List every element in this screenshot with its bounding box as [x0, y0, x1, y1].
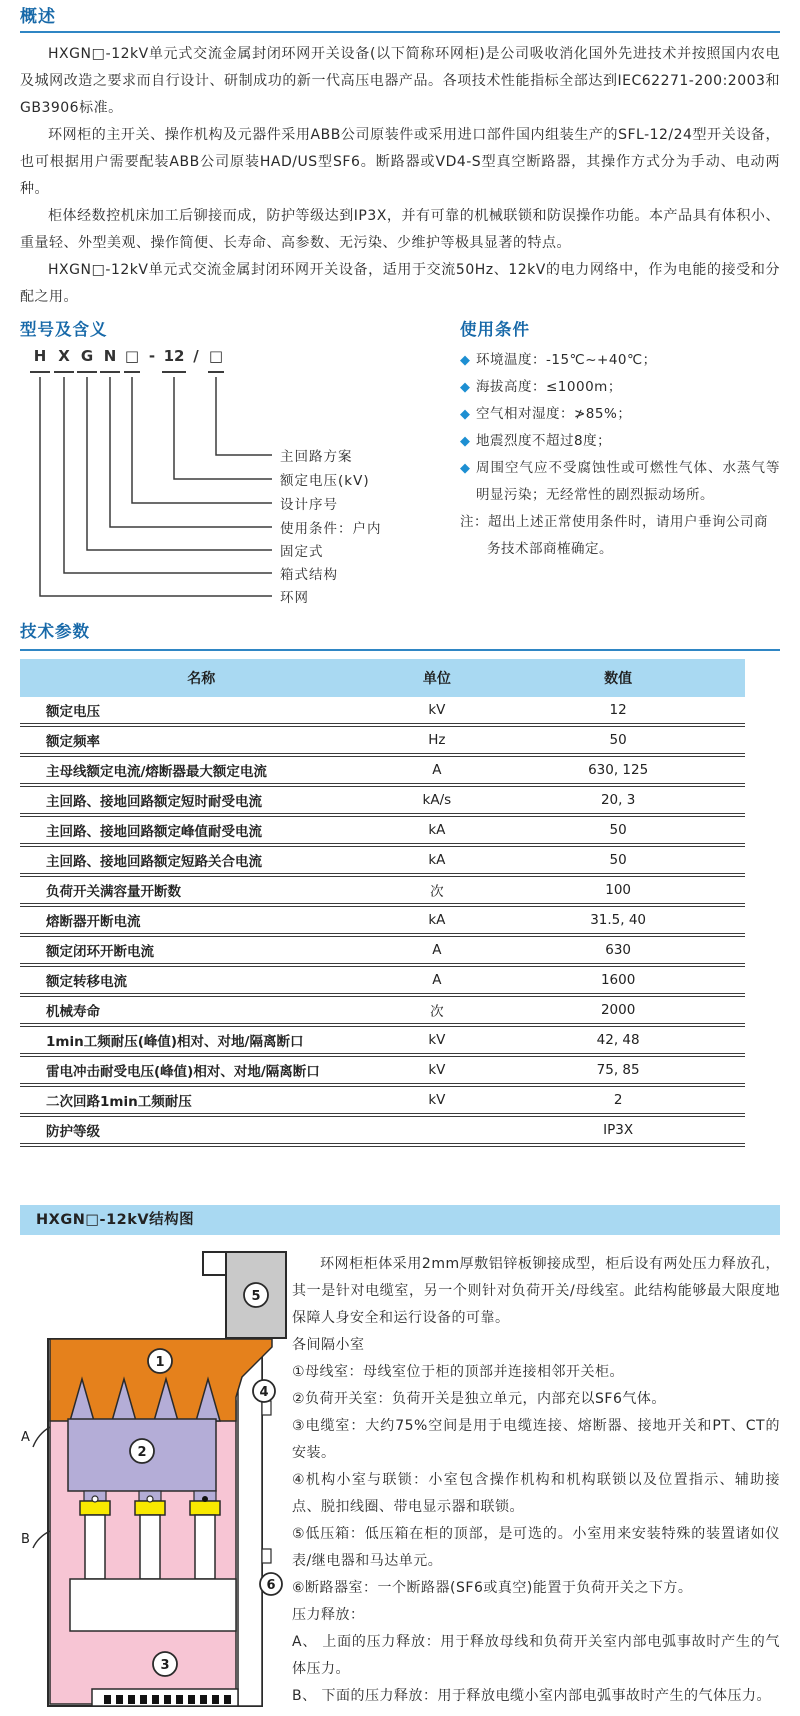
model-symbol: - — [148, 347, 156, 365]
model-designation-title: 型号及含义 — [20, 320, 108, 339]
parameter-unit: kV — [383, 1085, 492, 1115]
parameters-header-row — [20, 659, 745, 697]
svg-text:6: 6 — [266, 1578, 276, 1593]
pressure-release-item: A、 上面的压力释放：用于释放母线和负荷开关室内部电弧事故时产生的气体压力。 — [292, 1634, 780, 1677]
fuse-tube — [140, 1515, 160, 1579]
connector-line — [174, 377, 272, 479]
service-conditions-title: 使用条件 — [460, 320, 530, 339]
parameters-title: 技术参数 — [20, 622, 90, 641]
callout-low-voltage-box — [244, 1283, 268, 1307]
pressure-release-label-b: B — [21, 1532, 30, 1547]
parameters-section — [20, 621, 780, 1147]
model-label: 设计序号 — [280, 497, 338, 513]
structure-intro: 环网柜柜体采用2mm厚敷铝锌板铆接成型，柜后设有两处压力释放孔，其一是针对电缆室，另一个则针对负荷开关/母线室。此结构能够最大限度地保障人身安全和运行设备的可靠。 — [292, 1256, 780, 1326]
parameter-value: 2000 — [491, 995, 745, 1025]
condition-text: 海拔高度：≤1000m； — [476, 379, 622, 395]
parameter-name: 熔断器开断电流 — [20, 905, 383, 935]
service-conditions-section — [458, 319, 780, 615]
parameter-name: 额定转移电流 — [20, 965, 383, 995]
overview-paragraph: HXGN□-12kV单元式交流金属封闭环网开关设备，适用于交流50Hz、12kV的电力网络中，作为电能的接受和分配之用。 — [20, 262, 780, 305]
model-symbol: □ — [208, 347, 224, 365]
symbol-underline — [208, 371, 224, 373]
parameter-unit: kV — [383, 1055, 492, 1085]
parameter-name: 二次回路1min工频耐压 — [20, 1085, 383, 1115]
parameter-row — [20, 965, 745, 995]
parameter-name: 主母线额定电流/熔断器最大额定电流 — [20, 755, 383, 785]
model-label: 额定电压(kV) — [280, 473, 370, 489]
pressure-release-label-a: A — [21, 1430, 30, 1445]
condition-item — [460, 347, 780, 374]
compartment-item: ④机构小室与联锁：小室包含操作机构和机构联锁以及位置指示、辅助接点、脱扣线圈、带电显示器和联锁。 — [292, 1472, 780, 1515]
parameter-name: 额定电压 — [20, 697, 383, 725]
parameter-row — [20, 725, 745, 755]
parameter-row — [20, 845, 745, 875]
parameter-row — [20, 935, 745, 965]
parameter-name: 1min工频耐压(峰值)相对、对地/隔离断口 — [20, 1025, 383, 1055]
compartment-item: ⑤低压箱：低压箱在柜的顶部，是可选的。小室用来安装特殊的装置诸如仪表/继电器和马达单元。 — [292, 1526, 780, 1569]
callout-cable-compartment — [153, 1652, 177, 1676]
parameter-row — [20, 755, 745, 785]
parameter-row — [20, 785, 745, 815]
parameter-row — [20, 1085, 745, 1115]
overview-section — [20, 6, 780, 311]
side-tab — [262, 1549, 271, 1563]
overview-paragraph: HXGN□-12kV单元式交流金属封闭环网开关设备(以下简称环网柜)是公司吸收消化国外先进技术并按照国内农电及城网改造之要求而自行设计、研制成功的新一代高压电器产品。各项技术性能指标全部达到IEC62271-200:2003和GB3906标准。 — [20, 46, 780, 116]
svg-text:1: 1 — [155, 1355, 165, 1370]
condition-item — [460, 455, 780, 509]
symbol-underline — [124, 371, 140, 373]
diamond-bullet-icon: ◆ — [460, 353, 471, 368]
compartments-title: 各间隔小室 — [292, 1337, 365, 1353]
structure-banner: HXGN□-12kV结构图 — [20, 1205, 780, 1235]
callout-circuit-breaker-compartment — [260, 1573, 282, 1595]
parameter-unit: kV — [383, 1025, 492, 1055]
svg-text:3: 3 — [160, 1658, 170, 1673]
overview-title: 概述 — [20, 7, 56, 27]
diamond-bullet-icon: ◆ — [460, 407, 471, 422]
svg-text:2: 2 — [137, 1445, 147, 1460]
parameter-unit: kA — [383, 905, 492, 935]
overview-paragraph: 环网柜的主开关、操作机构及元器件采用ABB公司原装件或采用进口部件国内组装生产的SFL-12/24型开关设备，也可根据用户需要配装ABB公司原装HAD/US型SF6。断路器或VD4-S型真空断路器，其操作方式分为手动、电动两种。 — [20, 127, 780, 197]
parameter-unit: A — [383, 935, 492, 965]
parameter-value: 75, 85 — [491, 1055, 745, 1085]
parameter-name: 雷电冲击耐受电压(峰值)相对、对地/隔离断口 — [20, 1055, 383, 1085]
column-header-unit: 单位 — [383, 659, 492, 697]
parameter-row — [20, 995, 745, 1025]
parameters-table — [20, 659, 745, 1147]
overview-title-rule — [20, 31, 780, 33]
parameters-title-rule — [20, 649, 780, 651]
model-label: 固定式 — [280, 544, 324, 560]
parameter-name: 机械寿命 — [20, 995, 383, 1025]
condition-text: 地震烈度不超过8度； — [476, 433, 612, 449]
parameter-name: 主回路、接地回路额定短时耐受电流 — [20, 785, 383, 815]
symbol-underline — [162, 371, 186, 373]
side-tab — [262, 1401, 271, 1415]
condition-item — [460, 428, 780, 455]
parameter-value: 50 — [491, 725, 745, 755]
parameter-unit: A — [383, 755, 492, 785]
model-label: 箱式结构 — [280, 567, 338, 583]
parameter-value: 12 — [491, 697, 745, 725]
structure-text — [292, 1251, 780, 1716]
structure-diagram — [20, 1251, 292, 1716]
diamond-bullet-icon: ◆ — [460, 461, 471, 476]
svg-text:5: 5 — [251, 1289, 261, 1304]
callout-busbar-compartment — [148, 1349, 172, 1373]
parameter-unit: A — [383, 965, 492, 995]
parameter-value: 31.5, 40 — [491, 905, 745, 935]
svg-text:4: 4 — [259, 1385, 269, 1400]
condition-text: 环境温度：-15℃~+40℃； — [476, 352, 657, 368]
condition-item — [460, 401, 780, 428]
model-label: 主回路方案 — [280, 449, 353, 465]
symbol-underline — [30, 371, 50, 373]
model-label: 使用条件：户内 — [280, 521, 382, 537]
parameter-value: 50 — [491, 845, 745, 875]
overview-paragraph: 柜体经数控机床加工后铆接而成，防护等级达到IP3X，并有可靠的机械联锁和防误操作功能。本产品具有体积小、重量轻、外型美观、操作简便、长寿命、高参数、无污染、少维护等极具显著的特点。 — [20, 208, 780, 251]
parameter-value: 50 — [491, 815, 745, 845]
column-header-name: 名称 — [20, 659, 383, 697]
parameter-value: IP3X — [491, 1115, 745, 1145]
parameter-unit: kA/s — [383, 785, 492, 815]
callout-load-switch-compartment — [130, 1439, 154, 1463]
cable-opening — [70, 1579, 236, 1631]
model-symbol: H — [33, 347, 47, 365]
fuse-holder — [190, 1501, 220, 1515]
compartment-item: ③电缆室：大约75%空间是用于电缆连接、熔断器、接地开关和PT、CT的安装。 — [292, 1418, 780, 1461]
connector-line — [132, 377, 272, 503]
parameter-value: 630 — [491, 935, 745, 965]
model-symbol: G — [80, 347, 94, 365]
model-symbol: X — [58, 347, 70, 365]
model-connector-lines — [20, 347, 458, 611]
parameter-row — [20, 815, 745, 845]
structure-section — [20, 1205, 780, 1716]
compartments-list — [292, 1359, 780, 1602]
parameter-name: 负荷开关满容量开断数 — [20, 875, 383, 905]
parameter-unit: kA — [383, 815, 492, 845]
parameter-row — [20, 905, 745, 935]
model-symbol: / — [193, 347, 199, 365]
model-and-conditions — [20, 319, 780, 615]
model-designation-section — [20, 319, 458, 615]
pressure-release-title: 压力释放： — [292, 1607, 365, 1623]
pressure-release-item: B、 下面的压力释放：用于释放电缆小室内部电弧事故时产生的气体压力。 — [292, 1688, 772, 1704]
fuse-tube — [195, 1515, 215, 1579]
parameter-value: 42, 48 — [491, 1025, 745, 1055]
structure-body — [20, 1251, 780, 1716]
connector-line — [216, 377, 272, 455]
parameter-value: 20, 3 — [491, 785, 745, 815]
parameter-name: 主回路、接地回路额定峰值耐受电流 — [20, 815, 383, 845]
symbol-underline — [100, 371, 120, 373]
symbol-underline — [77, 371, 97, 373]
connector-line — [40, 377, 272, 596]
diamond-bullet-icon: ◆ — [460, 380, 471, 395]
model-label: 环网 — [280, 590, 309, 606]
parameter-value: 630, 125 — [491, 755, 745, 785]
parameter-row — [20, 1115, 745, 1145]
parameter-row — [20, 697, 745, 725]
condition-text: 周围空气应不受腐蚀性或可燃性气体、水蒸气等明显污染；无经常性的剧烈振动场所。 — [476, 460, 780, 503]
parameter-row — [20, 875, 745, 905]
fuse-contact — [147, 1496, 153, 1502]
condition-item — [460, 374, 780, 401]
column-header-value: 数值 — [491, 659, 745, 697]
compartment-item: ②负荷开关室：负荷开关是独立单元，内部充以SF6气体。 — [292, 1391, 666, 1407]
symbol-underline — [54, 371, 74, 373]
parameter-value: 100 — [491, 875, 745, 905]
conditions-list — [460, 347, 780, 509]
fuse-tube — [85, 1515, 105, 1579]
parameter-unit: kV — [383, 697, 492, 725]
model-symbol: □ — [124, 347, 140, 365]
connector-line — [87, 377, 272, 550]
parameter-unit: Hz — [383, 725, 492, 755]
low-voltage-box-tab — [203, 1252, 226, 1275]
cabinet-cross-section-drawing — [20, 1251, 290, 1712]
parameter-name: 主回路、接地回路额定短路关合电流 — [20, 845, 383, 875]
parameter-unit: 次 — [383, 995, 492, 1025]
connector-line — [110, 377, 272, 527]
parameter-unit — [383, 1115, 492, 1145]
compartment-item: ⑥断路器室：一个断路器(SF6或真空)能置于负荷开关之下方。 — [292, 1580, 693, 1596]
parameter-unit: kA — [383, 845, 492, 875]
callout-mechanism-compartment — [253, 1380, 275, 1402]
conditions-note: 注：超出上述正常使用条件时，请用户垂询公司商务技术部商榷确定。 — [460, 514, 768, 557]
parameter-name: 额定闭环开断电流 — [20, 935, 383, 965]
fuse-holder — [135, 1501, 165, 1515]
model-symbol: 12 — [163, 347, 185, 365]
parameter-name: 防护等级 — [20, 1115, 383, 1145]
parameter-row — [20, 1025, 745, 1055]
parameter-unit: 次 — [383, 875, 492, 905]
parameter-row — [20, 1055, 745, 1085]
model-symbol: N — [103, 347, 117, 365]
diamond-bullet-icon: ◆ — [460, 434, 471, 449]
model-designation-diagram — [20, 347, 458, 611]
compartment-item: ①母线室：母线室位于柜的顶部并连接相邻开关柜。 — [292, 1364, 625, 1380]
connector-line — [64, 377, 272, 573]
condition-text: 空气相对湿度：≯85%； — [476, 406, 632, 422]
fuse-contact — [92, 1496, 98, 1502]
pressure-release-list — [292, 1629, 780, 1710]
fuse-holder — [80, 1501, 110, 1515]
parameter-value: 1600 — [491, 965, 745, 995]
fuse-contact — [202, 1496, 208, 1502]
parameter-value: 2 — [491, 1085, 745, 1115]
parameter-name: 额定频率 — [20, 725, 383, 755]
